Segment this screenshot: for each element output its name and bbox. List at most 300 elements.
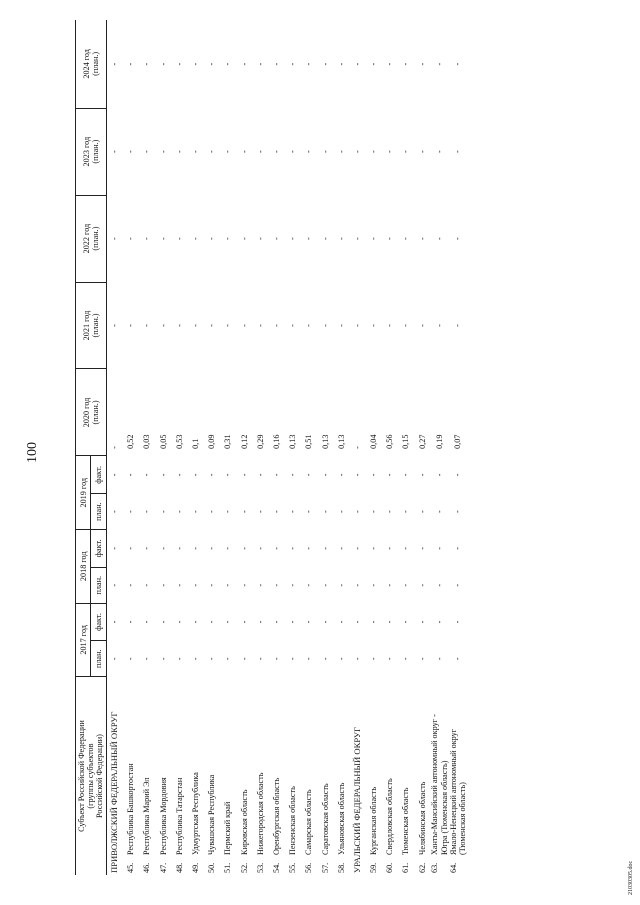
value-cell: - bbox=[126, 547, 136, 550]
value-cell: 0,51 bbox=[304, 434, 314, 449]
value-cell: - bbox=[336, 324, 346, 327]
value-cell: - bbox=[385, 473, 395, 477]
fact-2018-header: факт. bbox=[91, 529, 106, 567]
year-2024-header-year: 2024 год bbox=[81, 49, 91, 79]
value-cell: - bbox=[288, 510, 298, 514]
subject-name-cell bbox=[317, 677, 333, 875]
value-cell: - bbox=[239, 583, 249, 587]
value-cell: - bbox=[385, 150, 395, 153]
value-cell: - bbox=[174, 657, 184, 661]
year-2023-header-year: 2023 год bbox=[81, 136, 91, 167]
value-cell: - bbox=[453, 547, 463, 550]
year-2021-header bbox=[76, 282, 107, 369]
value-cell: - bbox=[453, 324, 463, 327]
row-number: 53. bbox=[255, 862, 265, 873]
subject-header-line1: Субъект Российской Федерации bbox=[77, 720, 86, 832]
value-cell: - bbox=[288, 324, 298, 327]
value-cell: - bbox=[174, 473, 184, 477]
table-body bbox=[106, 20, 467, 875]
value-cell: - bbox=[142, 547, 152, 550]
value-cell: - bbox=[352, 510, 362, 514]
value-cell: - bbox=[223, 237, 233, 240]
value-cell: - bbox=[239, 510, 249, 514]
row-number: 57. bbox=[320, 862, 330, 873]
value-cell: - bbox=[174, 62, 184, 66]
value-cell: - bbox=[352, 150, 362, 153]
year-2023-header bbox=[76, 108, 107, 195]
table-row bbox=[220, 20, 236, 875]
value-cell: - bbox=[434, 510, 444, 514]
value-cell: - bbox=[255, 547, 265, 550]
value-cell: 0,52 bbox=[126, 434, 136, 449]
value-cell: - bbox=[352, 446, 362, 449]
value-cell: - bbox=[207, 657, 217, 661]
value-cell: - bbox=[453, 583, 463, 587]
table-row bbox=[366, 20, 382, 875]
value-cell: - bbox=[304, 150, 314, 153]
value-cell: - bbox=[369, 324, 379, 327]
value-cell: - bbox=[401, 547, 411, 550]
value-cell: - bbox=[352, 657, 362, 661]
year-2022-header-year: 2022 год bbox=[81, 223, 91, 254]
value-cell: - bbox=[304, 620, 314, 624]
value-cell: 0,15 bbox=[401, 434, 411, 449]
value-cell: - bbox=[304, 583, 314, 587]
subject-name-cell bbox=[252, 677, 268, 875]
value-cell: - bbox=[223, 547, 233, 550]
value-cell: - bbox=[126, 583, 136, 587]
value-cell: - bbox=[126, 510, 136, 514]
value-cell: - bbox=[207, 324, 217, 327]
value-cell: - bbox=[239, 150, 249, 153]
row-number: 45. bbox=[126, 862, 136, 873]
value-cell: - bbox=[352, 62, 362, 66]
value-cell: - bbox=[320, 62, 330, 66]
subject-name: Чувашская Республика bbox=[207, 774, 217, 855]
value-cell: - bbox=[207, 510, 217, 514]
value-cell: - bbox=[158, 150, 168, 153]
year-2024-header-plan: (план.) bbox=[90, 51, 100, 76]
value-cell: - bbox=[288, 150, 298, 153]
value-cell: - bbox=[434, 324, 444, 327]
value-cell: - bbox=[223, 657, 233, 661]
data-table bbox=[75, 20, 467, 875]
value-cell: 0,07 bbox=[453, 434, 463, 449]
value-cell: - bbox=[417, 324, 427, 327]
value-cell: 0,13 bbox=[288, 434, 298, 449]
subject-name: Саратовская область bbox=[320, 783, 330, 855]
row-number: 55. bbox=[288, 862, 298, 873]
value-cell: - bbox=[352, 547, 362, 550]
value-cell: 0,16 bbox=[271, 434, 281, 449]
subject-name-cell bbox=[188, 677, 204, 875]
value-cell: - bbox=[255, 237, 265, 240]
value-cell: - bbox=[385, 620, 395, 624]
value-cell: - bbox=[255, 657, 265, 661]
value-cell: - bbox=[174, 237, 184, 240]
value-cell: - bbox=[207, 473, 217, 477]
table-row bbox=[268, 20, 284, 875]
value-cell: - bbox=[271, 657, 281, 661]
fact-2017-header: факт. bbox=[91, 603, 106, 641]
value-cell: - bbox=[255, 150, 265, 153]
table-row bbox=[449, 20, 467, 875]
value-cell: - bbox=[336, 150, 346, 153]
value-cell: - bbox=[110, 62, 120, 66]
subject-name-cell bbox=[449, 677, 467, 875]
value-cell: - bbox=[223, 583, 233, 587]
year-2019-header: 2019 год bbox=[76, 456, 91, 530]
subject-name-cell bbox=[301, 677, 317, 875]
value-cell: - bbox=[126, 473, 136, 477]
value-cell: - bbox=[110, 237, 120, 240]
value-cell: - bbox=[271, 583, 281, 587]
value-cell: - bbox=[401, 150, 411, 153]
value-cell: - bbox=[336, 583, 346, 587]
subject-header bbox=[76, 677, 107, 875]
plan-2019-header: план. bbox=[91, 494, 106, 530]
table-row bbox=[285, 20, 301, 875]
value-cell: 0,19 bbox=[434, 434, 444, 449]
value-cell: - bbox=[142, 657, 152, 661]
value-cell: - bbox=[434, 583, 444, 587]
table-row bbox=[301, 20, 317, 875]
row-number: 47. bbox=[158, 862, 168, 873]
row-number: 64. bbox=[448, 862, 458, 873]
value-cell: - bbox=[255, 620, 265, 624]
value-cell: - bbox=[255, 510, 265, 514]
subject-name: Свердловская область bbox=[385, 778, 395, 855]
value-cell: - bbox=[110, 547, 120, 550]
row-number: 48. bbox=[174, 862, 184, 873]
value-cell: 0,1 bbox=[191, 438, 200, 449]
value-cell: - bbox=[191, 510, 200, 514]
value-cell: - bbox=[336, 657, 346, 661]
value-cell: - bbox=[255, 62, 265, 66]
subject-name: Курганская область bbox=[369, 786, 379, 855]
subject-name: Ульяновская область bbox=[336, 782, 346, 855]
value-cell: - bbox=[191, 62, 200, 66]
value-cell: - bbox=[401, 473, 411, 477]
value-cell: - bbox=[320, 620, 330, 624]
year-2021-header-year: 2021 год bbox=[81, 310, 91, 341]
value-cell: - bbox=[369, 237, 379, 240]
value-cell: - bbox=[174, 510, 184, 514]
value-cell: - bbox=[417, 237, 427, 240]
row-number: 60. bbox=[385, 862, 395, 873]
value-cell: - bbox=[126, 657, 136, 661]
value-cell: - bbox=[223, 510, 233, 514]
value-cell: - bbox=[158, 510, 168, 514]
value-cell: - bbox=[158, 547, 168, 550]
value-cell: - bbox=[142, 62, 152, 66]
value-cell: - bbox=[417, 583, 427, 587]
year-2018-header: 2018 год bbox=[76, 529, 91, 603]
subject-name: Тюменская область bbox=[401, 787, 411, 855]
subject-name-cell bbox=[220, 677, 236, 875]
subject-name: Пензенская область bbox=[288, 786, 298, 855]
value-cell: - bbox=[369, 620, 379, 624]
value-cell: - bbox=[174, 583, 184, 587]
value-cell: - bbox=[142, 237, 152, 240]
value-cell: - bbox=[271, 510, 281, 514]
value-cell: - bbox=[417, 547, 427, 550]
value-cell: - bbox=[401, 510, 411, 514]
plan-2018-header: план. bbox=[91, 567, 106, 603]
value-cell: - bbox=[271, 547, 281, 550]
value-cell: 0,04 bbox=[369, 434, 379, 449]
value-cell: - bbox=[401, 620, 411, 624]
table-row bbox=[139, 20, 155, 875]
value-cell: - bbox=[320, 324, 330, 327]
subject-name-cell bbox=[139, 677, 155, 875]
value-cell: - bbox=[142, 583, 152, 587]
value-cell: - bbox=[207, 620, 217, 624]
value-cell: - bbox=[352, 237, 362, 240]
row-number: 54. bbox=[271, 862, 281, 873]
value-cell: - bbox=[110, 583, 120, 587]
plan-2017-header: план. bbox=[91, 641, 106, 677]
value-cell: 0,31 bbox=[223, 434, 233, 449]
value-cell: 0,09 bbox=[207, 434, 217, 449]
value-cell: - bbox=[158, 657, 168, 661]
value-cell: 0,03 bbox=[142, 434, 152, 449]
value-cell: - bbox=[174, 324, 184, 327]
subject-name: Оренбургская область bbox=[271, 777, 281, 855]
value-cell: - bbox=[126, 150, 136, 153]
value-cell: 0,05 bbox=[158, 434, 168, 449]
value-cell: - bbox=[320, 473, 330, 477]
value-cell: - bbox=[126, 620, 136, 624]
value-cell: - bbox=[239, 237, 249, 240]
row-number: 46. bbox=[142, 862, 152, 873]
year-2021-header-plan: (план.) bbox=[90, 313, 100, 338]
value-cell: - bbox=[288, 547, 298, 550]
table-row bbox=[252, 20, 268, 875]
subject-header-line3: Российской Федерации) bbox=[95, 734, 105, 818]
value-cell: - bbox=[158, 620, 168, 624]
value-cell: - bbox=[126, 324, 136, 327]
subject-name: Ханты-Мансийский автономный округ - Югра (Тюменская область) bbox=[430, 714, 449, 855]
value-cell: - bbox=[126, 237, 136, 240]
value-cell: - bbox=[288, 62, 298, 66]
value-cell: - bbox=[369, 150, 379, 153]
value-cell: - bbox=[239, 620, 249, 624]
subject-name: Ямало-Ненецкий автономный округ (Тюменская область) bbox=[448, 728, 467, 855]
subject-name: Республика Мордовия bbox=[158, 777, 168, 855]
value-cell: - bbox=[453, 62, 463, 66]
value-cell: - bbox=[174, 150, 184, 153]
value-cell: - bbox=[223, 62, 233, 66]
value-cell: - bbox=[369, 62, 379, 66]
value-cell: - bbox=[174, 547, 184, 550]
value-cell: - bbox=[207, 62, 217, 66]
value-cell: - bbox=[336, 547, 346, 550]
value-cell: - bbox=[453, 473, 463, 477]
row-number: 49. bbox=[191, 862, 200, 873]
value-cell: - bbox=[191, 583, 200, 587]
value-cell: - bbox=[434, 473, 444, 477]
value-cell: - bbox=[142, 510, 152, 514]
district-row bbox=[106, 20, 123, 875]
value-cell: - bbox=[239, 324, 249, 327]
year-2022-header bbox=[76, 195, 107, 282]
value-cell: - bbox=[304, 547, 314, 550]
value-cell: - bbox=[191, 150, 200, 153]
table-row bbox=[171, 20, 187, 875]
subject-name-cell bbox=[285, 677, 301, 875]
value-cell: - bbox=[434, 62, 444, 66]
value-cell: - bbox=[401, 583, 411, 587]
table-row bbox=[188, 20, 204, 875]
value-cell: 0,56 bbox=[385, 434, 395, 449]
value-cell: - bbox=[453, 150, 463, 153]
table-row bbox=[414, 20, 430, 875]
value-cell: 0,13 bbox=[320, 434, 330, 449]
table-row bbox=[430, 20, 448, 875]
value-cell: - bbox=[417, 150, 427, 153]
value-cell: - bbox=[434, 547, 444, 550]
value-cell: - bbox=[110, 657, 120, 661]
value-cell: - bbox=[223, 473, 233, 477]
value-cell: - bbox=[453, 237, 463, 240]
subject-name: Республика Татарстан bbox=[174, 777, 184, 855]
value-cell: - bbox=[255, 473, 265, 477]
subject-name-cell bbox=[382, 677, 398, 875]
row-number: 62. bbox=[417, 862, 427, 873]
value-cell: - bbox=[288, 620, 298, 624]
value-cell: - bbox=[336, 237, 346, 240]
subject-name: УРАЛЬСКИЙ ФЕДЕРАЛЬНЫЙ ОКРУГ bbox=[351, 727, 362, 873]
value-cell: - bbox=[142, 473, 152, 477]
value-cell: - bbox=[385, 547, 395, 550]
year-2022-header-plan: (план.) bbox=[90, 226, 100, 251]
value-cell: - bbox=[207, 583, 217, 587]
header-row-years bbox=[76, 20, 91, 875]
fact-2019-header: факт. bbox=[91, 456, 106, 494]
value-cell: - bbox=[191, 657, 200, 661]
subject-name-cell bbox=[430, 677, 448, 875]
subject-name: Пермский край bbox=[223, 801, 233, 855]
value-cell: - bbox=[352, 473, 362, 477]
year-2020-header-plan: (план.) bbox=[90, 400, 100, 425]
value-cell: - bbox=[352, 620, 362, 624]
value-cell: - bbox=[110, 510, 120, 514]
value-cell: - bbox=[453, 510, 463, 514]
value-cell: - bbox=[239, 657, 249, 661]
subject-name: Челябинская область bbox=[417, 781, 427, 855]
value-cell: - bbox=[110, 473, 120, 477]
value-cell: - bbox=[336, 510, 346, 514]
table-row bbox=[204, 20, 220, 875]
table-row bbox=[382, 20, 398, 875]
value-cell: - bbox=[336, 620, 346, 624]
value-cell: - bbox=[110, 324, 120, 327]
value-cell: - bbox=[142, 324, 152, 327]
row-number: 58. bbox=[336, 862, 346, 873]
value-cell: - bbox=[174, 620, 184, 624]
value-cell: - bbox=[288, 473, 298, 477]
value-cell: - bbox=[191, 547, 200, 550]
subject-name-cell bbox=[106, 677, 123, 875]
row-number: 56. bbox=[304, 862, 314, 873]
value-cell: 0,13 bbox=[336, 434, 346, 449]
row-number: 61. bbox=[401, 862, 411, 873]
value-cell: - bbox=[271, 150, 281, 153]
value-cell: - bbox=[239, 547, 249, 550]
subject-name: Республика Башкортостан bbox=[126, 763, 136, 855]
value-cell: - bbox=[401, 324, 411, 327]
subject-name: Кировская область bbox=[239, 789, 249, 855]
year-2020-header-year: 2020 год bbox=[81, 397, 91, 428]
value-cell: - bbox=[369, 510, 379, 514]
subject-name-cell bbox=[236, 677, 252, 875]
value-cell: - bbox=[110, 150, 120, 153]
table-row bbox=[236, 20, 252, 875]
value-cell: - bbox=[352, 324, 362, 327]
value-cell: - bbox=[271, 620, 281, 624]
value-cell: 0,29 bbox=[255, 434, 265, 449]
value-cell: - bbox=[417, 620, 427, 624]
table-row bbox=[398, 20, 414, 875]
value-cell: - bbox=[401, 62, 411, 66]
row-number: 50. bbox=[207, 862, 217, 873]
year-2020-header bbox=[76, 369, 107, 456]
value-cell: - bbox=[110, 446, 120, 449]
value-cell: - bbox=[158, 324, 168, 327]
value-cell: - bbox=[158, 237, 168, 240]
value-cell: - bbox=[255, 583, 265, 587]
value-cell: - bbox=[191, 620, 200, 624]
value-cell: - bbox=[207, 150, 217, 153]
subject-name-cell bbox=[155, 677, 171, 875]
value-cell: - bbox=[239, 473, 249, 477]
row-number: 51. bbox=[223, 862, 233, 873]
value-cell: - bbox=[385, 237, 395, 240]
value-cell: - bbox=[417, 473, 427, 477]
year-2024-header bbox=[76, 20, 107, 108]
year-2017-header: 2017 год bbox=[76, 603, 91, 677]
year-2023-header-plan: (план.) bbox=[90, 139, 100, 164]
value-cell: - bbox=[401, 657, 411, 661]
value-cell: - bbox=[271, 62, 281, 66]
value-cell: - bbox=[207, 237, 217, 240]
value-cell: - bbox=[158, 583, 168, 587]
subject-name-cell bbox=[398, 677, 414, 875]
value-cell: - bbox=[434, 657, 444, 661]
value-cell: - bbox=[239, 62, 249, 66]
table-row bbox=[333, 20, 349, 875]
value-cell: - bbox=[369, 583, 379, 587]
subject-name-cell bbox=[333, 677, 349, 875]
value-cell: - bbox=[453, 620, 463, 624]
row-number: 63. bbox=[430, 862, 440, 873]
value-cell: - bbox=[369, 657, 379, 661]
value-cell: - bbox=[336, 473, 346, 477]
value-cell: - bbox=[417, 657, 427, 661]
value-cell: - bbox=[191, 237, 200, 240]
value-cell: - bbox=[352, 583, 362, 587]
value-cell: - bbox=[271, 324, 281, 327]
value-cell: - bbox=[304, 237, 314, 240]
subject-name: Нижегородская область bbox=[255, 772, 265, 855]
value-cell: - bbox=[401, 237, 411, 240]
value-cell: - bbox=[434, 620, 444, 624]
value-cell: - bbox=[320, 150, 330, 153]
subject-name: Республика Марий Эл bbox=[142, 777, 152, 855]
page-number: 100 bbox=[25, 442, 40, 463]
subject-header-line2: (группы субъектов bbox=[86, 743, 96, 809]
